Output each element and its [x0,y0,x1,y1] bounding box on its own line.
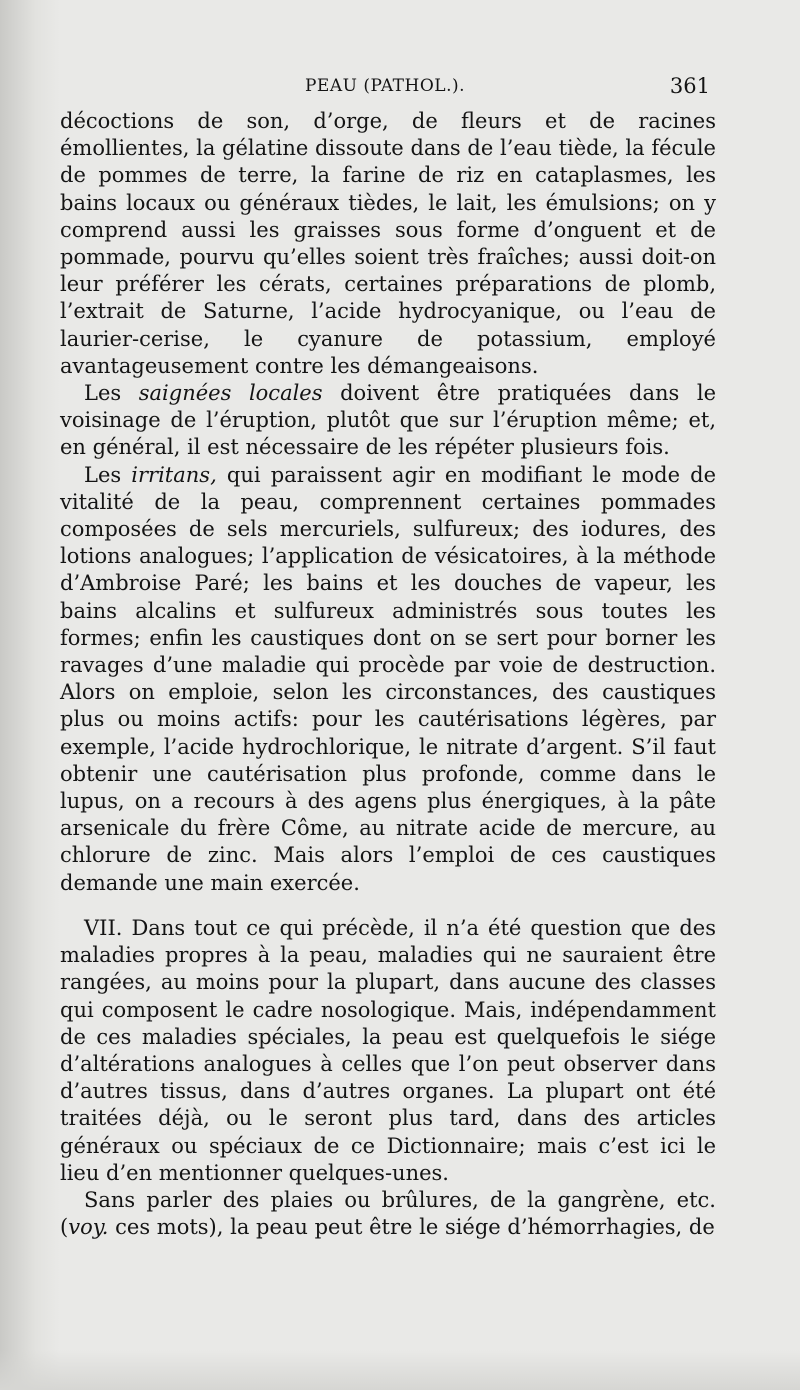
paragraph-5-lead: Sans parler des plaies ou brûlures, de la gangrène, etc. ( [60,1187,716,1240]
paragraph-3-italic: irritans, [131,462,217,487]
paragraph-3 [60,462,716,897]
paragraph-5-italic: voy. [68,1215,109,1240]
paragraph-2-rest: doivent être pratiquées dans le voisinage de l’éruption, plutôt que sur l’éruption même; et, en général, il est nécessaire de les répéter plusieurs fois. [60,381,717,460]
paragraph-1-text: décoctions de son, d’orge, de fleurs et de racines émollientes, la gélatine dissoute dans de l’eau tiède, la fécule de pommes de terre, la farine de riz en cataplasmes, les bains locaux ou généraux tièdes, le lait, les émulsions; on y comprend aussi les graisses sous forme d’onguent et de pommade, pourvu qu’elles soient très fraîches; aussi doit-on leur préférer les cérats, certaines préparations de plomb, l’extrait de Saturne, l’acide hydrocyanique, ou l’eau de laurier-cerise, le cyanure de potassium, employé avantageusement contre les démangeaisons. [60,109,716,378]
paragraph-1 [60,108,716,380]
page-number: 361 [669,74,710,98]
running-head: PEAU (PATHOL.). [304,76,466,96]
paragraph-4 [60,915,716,1187]
body-text [60,108,716,1241]
paragraph-5-rest: ces mots), la peau peut être le siége d’hémorrhagies, de [108,1215,715,1240]
page-bottom-shadow [0,1350,800,1390]
paragraph-5 [60,1187,716,1241]
page-header [60,74,710,102]
page-edge-shadow [0,0,60,1390]
paragraph-3-lead: Les [84,462,132,487]
paragraph-4-text: VII. Dans tout ce qui précède, il n’a été question que des maladies propres à la peau, maladies qui ne sauraient être rangées, au moins pour la plupart, dans aucune des classes qui composent le cadre nosologique. Mais, indépendamment de ces maladies spéciales, la peau est quelquefois le siége d’altérations analogues à celles que l’on peut observer dans d’autres tissus, dans d’autres organes. La plupart ont été traitées déjà, ou le seront plus tard, dans des articles généraux ou spéciaux de ce Dictionnaire; mais c’est ici le lieu d’en mentionner quelques-unes. [60,915,716,1185]
paragraph-2-italic: saignées locales [138,381,323,406]
paragraph-3-rest: qui paraissent agir en modifiant le mode de vitalité de la peau, comprennent certaines pommades composées de sels mercuriels, sulfureux; des iodures, des lotions analogues; l’application de vésicatoires, à la méthode d’Ambroise Paré; les bains et les douches de vapeur, les bains alcalins et sulfureux administrés sous toutes les formes; enfin les caustiques dont on se sert pour borner les ravages d’une maladie qui procède par voie de destruction. Alors on emploie, selon les circonstances, des caustiques plus ou moins actifs: pour les cautérisations légères, par exemple, l’acide hydrochlorique, le nitrate d’argent. S’il faut obtenir une cautérisation plus profonde, comme dans le lupus, on a recours à des agens plus énergiques, à la pâte arsenicale du frère Côme, au nitrate acide de mercure, au chlorure de zinc. Mais alors l’emploi de ces caustiques demande une main exercée. [60,462,717,895]
paragraph-2 [60,380,716,462]
paragraph-2-lead: Les [84,381,139,406]
